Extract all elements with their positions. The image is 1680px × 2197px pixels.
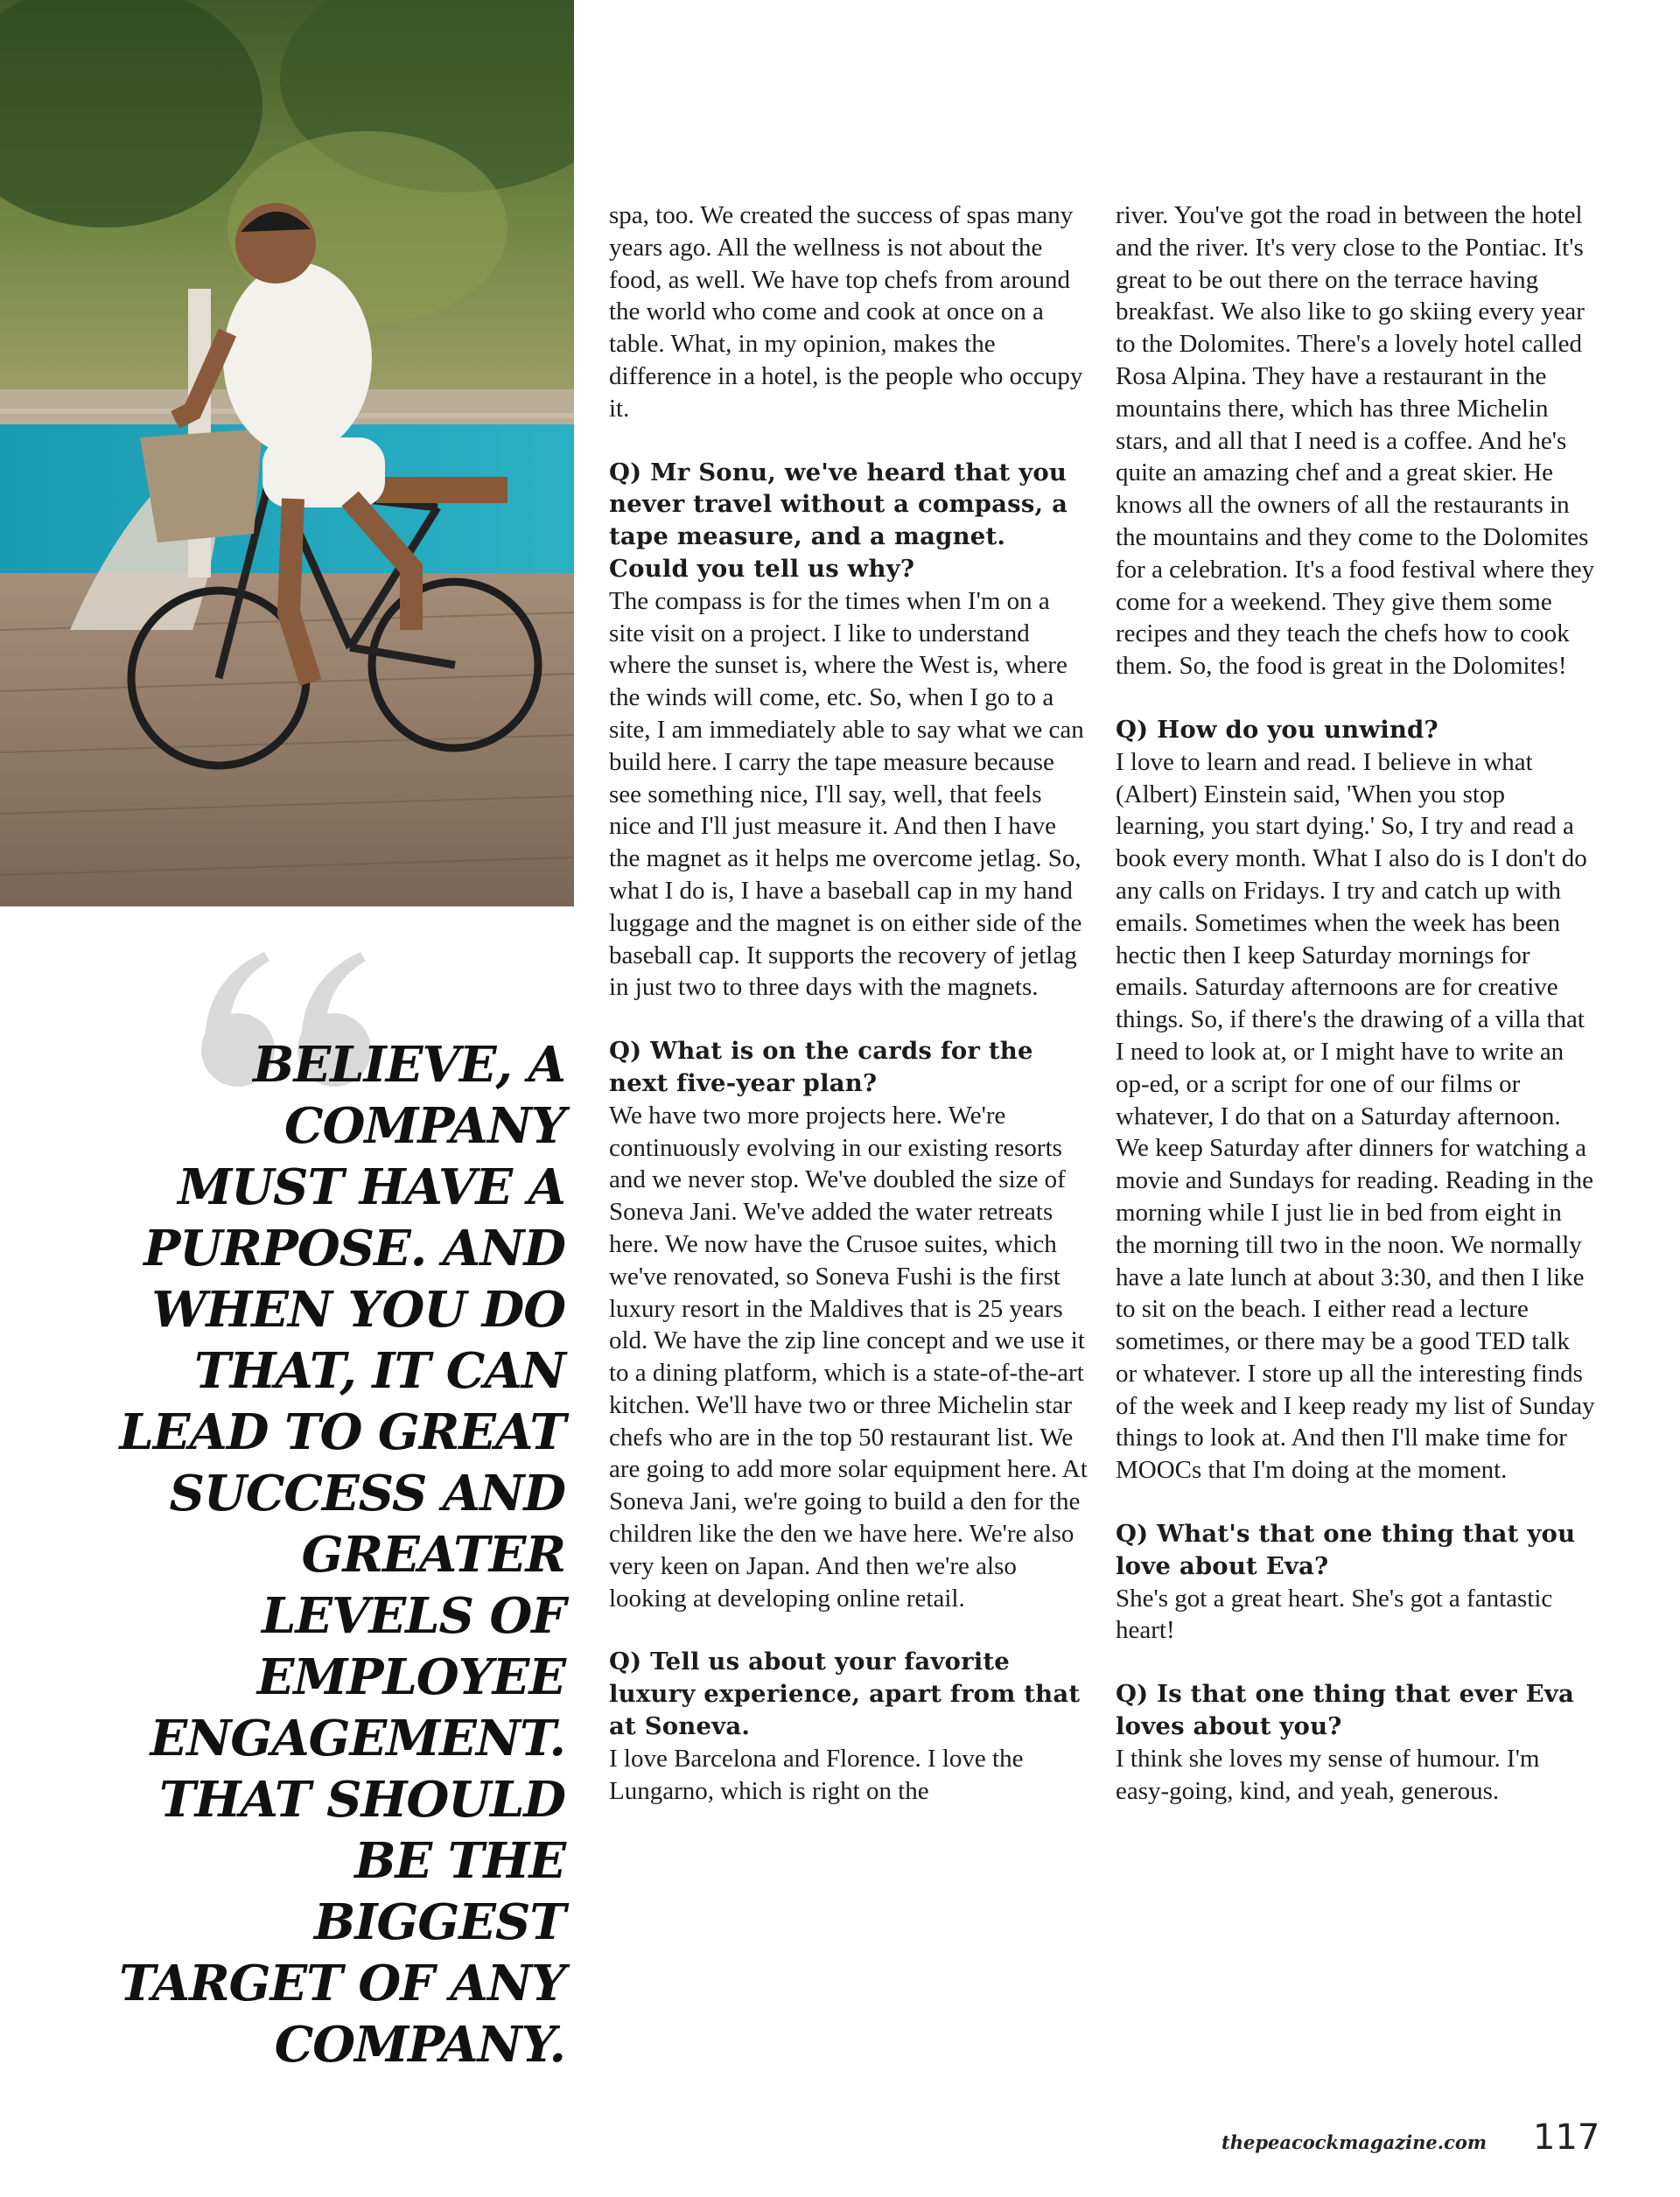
- interview-question: Q) Mr Sonu, we've heard that you never travel without a compass, a tape measure, and a magnet. Could you tell us why?: [609, 458, 1068, 583]
- interview-answer: I love to learn and read. I believe in what (Albert) Einstein said, 'When you stop learning, you start dying.' So, I try and read a book every month. What I also do is I don't do any calls on Fridays. I try and catch up with emails. Sometimes when the week has been hectic then I keep Saturday mornings for emails. Saturday afternoons are for creative things. So, if there's the drawing of a villa that I need to look at, or I might have to write an op-ed, or a script for one of our films or whatever, I do that on a Saturday afternoon. We keep Saturday after dinners for watching a movie and Sundays for reading. Reading in the morning while I just lie in bed from eight in the morning till two in the noon. We normally have a late lunch at about 3:30, and then I like to sit on the beach. I either read a lecture sometimes, or there may be a good TED talk or whatever. I store up all the interesting finds of the week and I keep ready my list of Sunday things to look at. And then I'll make time for MOOCs that I'm doing at the moment.: [1116, 747, 1595, 1485]
- bicycle-photo-illustration: [0, 0, 574, 906]
- qa-block: [1116, 1678, 1595, 1807]
- paragraph-intro: spa, too. We created the success of spas many years ago. All the wellness is not about the food, as well. We have top chefs from around the world who come and cook at once on a table. What, in my opinion, makes the difference in a hotel, is the people who occupy it.: [609, 201, 1083, 423]
- interview-answer: I love Barcelona and Florence. I love the Lungarno, which is right on the: [609, 1744, 1024, 1805]
- interview-question: Q) What's that one thing that you love about Eva?: [1116, 1520, 1576, 1580]
- interview-question: Q) Is that one thing that ever Eva loves about you?: [1116, 1680, 1574, 1741]
- photo-man-on-bicycle: [0, 0, 574, 906]
- article-column-right: [1116, 199, 1595, 1838]
- qa-block: [609, 457, 1088, 1004]
- interview-question: Q) Tell us about your favorite luxury experience, apart from that at Soneva.: [609, 1648, 1081, 1741]
- interview-answer: I think she loves my sense of humour. I'm easy-going, kind, and yeah, generous.: [1116, 1744, 1540, 1805]
- page-number: 117: [1533, 2117, 1600, 2158]
- interview-answer: She's got a great heart. She's got a fantastic heart!: [1116, 1584, 1553, 1645]
- magazine-website-link[interactable]: thepeacockmagazine.com: [1222, 2131, 1488, 2153]
- interview-answer: We have two more projects here. We're continuously evolving in our existing resorts and we never stop. We've doubled the size of Soneva Jani. We've added the water retreats here. We now have the Crusoe suites, which we've renovated, so Soneva Fushi is the first luxury resort in the Maldives that is 25 years old. We have the zip line concept and we use it to a dining platform, which is a state-of-the-art kitchen. We'll have two or three Michelin star chefs who are in the top 50 restaurant list. We are going to add more solar equipment here. At Soneva Jani, we're going to build a den for the children like the den we have here. We're also very keen on Japan. And then we're also looking at developing online retail.: [609, 1101, 1088, 1613]
- qa-block: [1116, 714, 1595, 1487]
- qa-block: [609, 1646, 1088, 1807]
- interview-question: Q) What is on the cards for the next five-year plan?: [609, 1037, 1033, 1097]
- qa-block: [1116, 1518, 1595, 1647]
- interview-answer: The compass is for the times when I'm on a site visit on a project. I like to understand where the sunset is, where the West is, where the winds will come, etc. So, when I go to a site, I am immediately able to say what we can build here. I carry the tape measure because see something nice, I'll say, well, that feels nice and I'll just measure it. And then I have the magnet as it helps me overcome jetlag. So, what I do is, I have a baseball cap in my hand luggage and the magnet is on either side of the baseball cap. It supports the recovery of jetlag in just two to three days with the magnets.: [609, 586, 1084, 1002]
- pull-quote: BELIEVE, A COMPANY MUST HAVE A PURPOSE. AND WHEN YOU DO THAT, IT CAN LEAD TO GREAT SUCCESS AND GREATER LEVELS OF EMPLOYEE ENGAGEMENT. THAT SHOULD BE THE BIGGEST TARGET OF ANY COMPANY.: [119, 1036, 565, 2074]
- article-column-middle: [609, 199, 1088, 1838]
- paragraph-intro: river. You've got the road in between the hotel and the river. It's very close to the Pontiac. It's great to be out there on the terrace having breakfast. We also like to go skiing every year to the Dolomites. There's a lovely hotel called Rosa Alpina. They have a restaurant in the mountains there, which has three Michelin stars, and all that I need is a coffee. And he's quite an amazing chef and a great skier. He knows all the owners of all the restaurants in the mountains and they come to the Dolomites for a celebration. It's a food festival where they come for a weekend. They give them some recipes and they teach the chefs how to cook them. So, the food is great in the Dolomites!: [1116, 201, 1595, 681]
- interview-question: Q) How do you unwind?: [1116, 715, 1438, 744]
- qa-block: [609, 1035, 1088, 1614]
